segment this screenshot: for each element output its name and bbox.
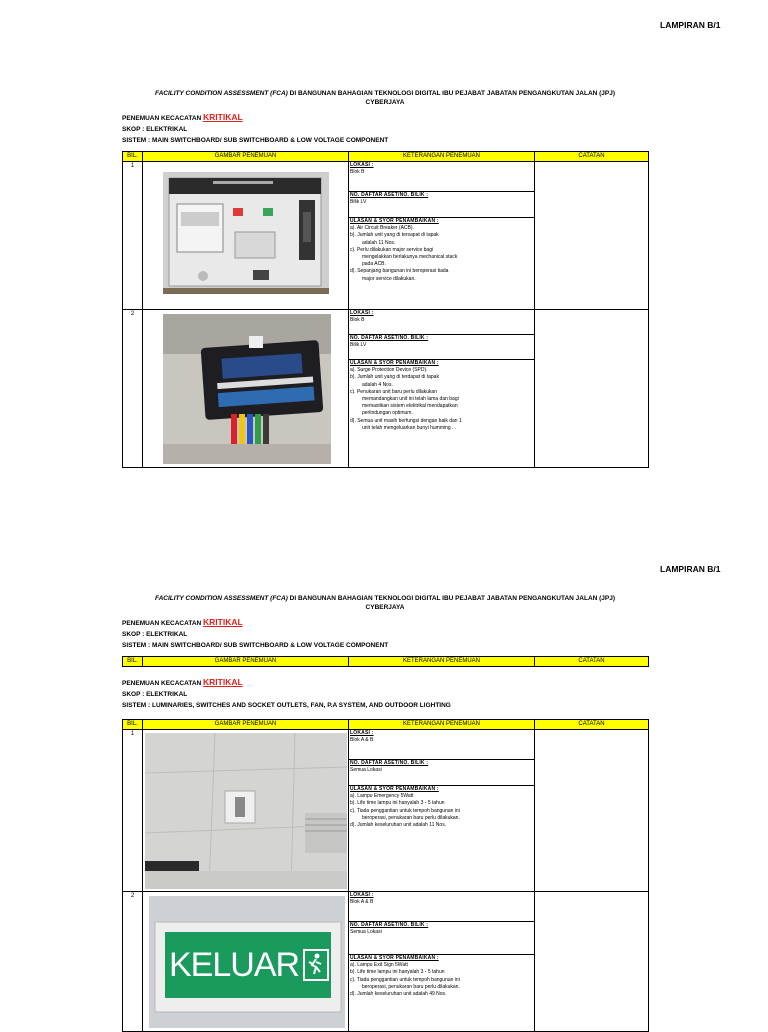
keterangan-cell bbox=[349, 162, 535, 310]
kritikal-badge: KRITIKAL bbox=[203, 677, 243, 687]
title-rest: DI BANGUNAN BAHAGIAN TEKNOLOGI DIGITAL IBU PEJABAT JABATAN PENGANGKUTAN JALAN (JPJ) bbox=[287, 90, 616, 97]
title-italic: FACILITY CONDITION ASSESSMENT (FCA) bbox=[154, 595, 288, 602]
ulasan-line: c). Tiada penggantian untuk tempoh bangunan ini bbox=[350, 976, 460, 983]
spd-photo bbox=[163, 314, 331, 464]
aset-label: NO. DAFTAR ASET/NO. BILIK : bbox=[350, 192, 429, 198]
ulasan-line: b). Jumlah unit yang di terdapat di tapak bbox=[350, 374, 439, 381]
ulasan-line: a). Surge Protection Device (SPD). bbox=[350, 367, 428, 374]
sistem-label: SISTEM : MAIN SWITCHBOARD/ SUB SWITCHBOARD & LOW VOLTAGE COMPONENT bbox=[122, 137, 389, 144]
ulasan-line: a). Lampu Emergency 5Watt bbox=[350, 793, 414, 800]
header-gambar: GAMBAR PENEMUAN bbox=[143, 720, 349, 730]
catatan-cell bbox=[535, 310, 649, 468]
kritikal-badge: KRITIKAL bbox=[203, 617, 243, 627]
meta-block bbox=[122, 112, 388, 146]
lokasi-value: Blok A & B bbox=[350, 899, 374, 906]
ulasan-line: beroperasi, penukaran baru perlu dilakukan. bbox=[362, 814, 460, 821]
ulasan-label: ULASAN & SYOR PENAMBAIKAN : bbox=[350, 218, 439, 224]
row-number: 1 bbox=[123, 730, 143, 892]
lampiran-label: LAMPIRAN B/1 bbox=[660, 564, 721, 574]
findings-table bbox=[122, 151, 649, 468]
catatan-cell bbox=[535, 892, 649, 1032]
ulasan-line: d). Jumlah keseluruhan unit adalah 11 Nos. bbox=[350, 822, 447, 829]
photo-cell bbox=[143, 162, 349, 310]
ulasan-line: a). Lampu Exit Sign 5Watt bbox=[350, 962, 408, 969]
row-number: 1 bbox=[123, 162, 143, 310]
skop-label: SKOP : ELEKTRIKAL bbox=[122, 126, 188, 133]
table-row bbox=[123, 892, 649, 1032]
ulasan-label: ULASAN & SYOR PENAMBAIKAN : bbox=[350, 786, 439, 792]
aset-value: Bilik LV bbox=[350, 199, 367, 206]
ulasan-line: c). Tiada penggantian untuk tempoh bangunan ini bbox=[350, 807, 460, 814]
ulasan-line: d). Semua unit masih berfungsi dengan baik dan 1 bbox=[350, 417, 462, 424]
ulasan-line: mengelakkan berlakunya mechanical stack bbox=[362, 254, 458, 261]
title-italic: FACILITY CONDITION ASSESSMENT (FCA) bbox=[154, 90, 288, 97]
lokasi-value: Blok A & B bbox=[350, 737, 374, 744]
page-title bbox=[120, 89, 650, 107]
ulasan-line: b). Jumlah unit yang di tersapat di tapak bbox=[350, 232, 439, 239]
ulasan-line: b). Life time lampu ini hanyalah 3 - 5 tahun bbox=[350, 800, 445, 807]
header-keterangan: KETERANGAN PENEMUAN bbox=[349, 152, 535, 162]
ulasan-line: c). Penukaran unit baru perlu dilakukan bbox=[350, 388, 437, 395]
meta-block bbox=[122, 617, 388, 651]
title-line2: CYBERJAYA bbox=[365, 604, 405, 611]
row-number: 2 bbox=[123, 310, 143, 468]
table-row bbox=[123, 162, 649, 310]
penemuan-label: PENEMUAN KECACATAN bbox=[122, 115, 204, 122]
header-gambar: GAMBAR PENEMUAN bbox=[143, 152, 349, 162]
lokasi-label: LOKASI : bbox=[350, 162, 374, 168]
ulasan-label: ULASAN & SYOR PENAMBAIKAN : bbox=[350, 955, 439, 961]
title-rest: DI BANGUNAN BAHAGIAN TEKNOLOGI DIGITAL IBU PEJABAT JABATAN PENGANGKUTAN JALAN (JPJ) bbox=[287, 595, 616, 602]
lokasi-label: LOKASI : bbox=[350, 730, 374, 736]
keterangan-cell bbox=[349, 892, 535, 1032]
header-keterangan: KETERANGAN PENEMUAN bbox=[349, 720, 535, 730]
ulasan-line: memastikan sistem elektrikal mendapatkan bbox=[362, 403, 458, 410]
exit-sign-text: KELUAR bbox=[169, 945, 300, 984]
ulasan-line: d). Sepanjang bangunan ini beroperasi tiada bbox=[350, 268, 449, 275]
aset-value: Semua Lokasi bbox=[350, 767, 382, 774]
lampiran-label: LAMPIRAN B/1 bbox=[660, 20, 721, 30]
exit-sign bbox=[169, 940, 329, 990]
table-row bbox=[123, 310, 649, 468]
aset-label: NO. DAFTAR ASET/NO. BILIK : bbox=[350, 335, 429, 341]
kritikal-badge: KRITIKAL bbox=[203, 112, 243, 122]
header-bil: BIL. bbox=[123, 720, 143, 730]
header-bil: BIL. bbox=[123, 657, 143, 667]
lokasi-value: Blok B bbox=[350, 317, 365, 324]
lokasi-label: LOKASI : bbox=[350, 892, 374, 898]
aset-value: Semua Lokasi bbox=[350, 929, 382, 936]
header-catatan: CATATAN bbox=[535, 720, 649, 730]
ulasan-line: adalah 11 Nos. bbox=[362, 239, 396, 246]
header-catatan: CATATAN bbox=[535, 152, 649, 162]
aset-label: NO. DAFTAR ASET/NO. BILIK : bbox=[350, 760, 429, 766]
penemuan-label: PENEMUAN KECACATAN bbox=[122, 620, 204, 627]
header-keterangan: KETERANGAN PENEMUAN bbox=[349, 657, 535, 667]
meta-block-2 bbox=[122, 677, 451, 711]
ulasan-line: major service dilakukan. bbox=[362, 275, 416, 282]
row-number: 2 bbox=[123, 892, 143, 1032]
acb-photo bbox=[163, 172, 329, 294]
page-title bbox=[120, 594, 650, 612]
lokasi-label: LOKASI : bbox=[350, 310, 374, 316]
keterangan-cell bbox=[349, 730, 535, 892]
title-line2: CYBERJAYA bbox=[365, 99, 405, 106]
findings-table bbox=[122, 719, 649, 1032]
ulasan-line: pada ACB. bbox=[362, 261, 386, 268]
ulasan-line: beroperasi, penukaran baru perlu dilakukan. bbox=[362, 983, 460, 990]
ulasan-line: unit telah mengeluarkan bunyi humming . . bbox=[362, 424, 457, 431]
sistem-label: SISTEM : LUMINARIES, SWITCHES AND SOCKET OUTLETS, FAN, P.A SYSTEM, AND OUTDOOR LIGHTING bbox=[122, 702, 451, 709]
catatan-cell bbox=[535, 730, 649, 892]
aset-label: NO. DAFTAR ASET/NO. BILIK : bbox=[350, 922, 429, 928]
photo-cell bbox=[143, 892, 349, 1032]
ulasan-label: ULASAN & SYOR PENAMBAIKAN : bbox=[350, 360, 439, 366]
lokasi-value: Blok B bbox=[350, 169, 365, 176]
header-catatan: CATATAN bbox=[535, 657, 649, 667]
ulasan-line: b). Life time lampu ini hanyalah 3 - 5 tahun bbox=[350, 969, 445, 976]
ulasan-line: memandangkan unit ini telah lama dan bagi bbox=[362, 396, 459, 403]
photo-cell bbox=[143, 310, 349, 468]
ulasan-line: c). Perlu dilakukan major service bagi bbox=[350, 246, 434, 253]
findings-table-header bbox=[122, 656, 649, 667]
ulasan-line: a). Air Circuit Breaker (ACB). bbox=[350, 225, 414, 232]
keterangan-cell bbox=[349, 310, 535, 468]
table-row bbox=[123, 730, 649, 892]
skop-label: SKOP : ELEKTRIKAL bbox=[122, 691, 188, 698]
photo-cell bbox=[143, 730, 349, 892]
header-gambar: GAMBAR PENEMUAN bbox=[143, 657, 349, 667]
aset-value: Bilik LV bbox=[350, 342, 367, 349]
ulasan-line: d). Jumlah keseluruhan unit adalah 49 Nos. bbox=[350, 991, 447, 998]
sistem-label: SISTEM : MAIN SWITCHBOARD/ SUB SWITCHBOARD & LOW VOLTAGE COMPONENT bbox=[122, 642, 389, 649]
emergency-lamp-photo bbox=[145, 733, 347, 889]
catatan-cell bbox=[535, 162, 649, 310]
skop-label: SKOP : ELEKTRIKAL bbox=[122, 631, 188, 638]
header-bil: BIL. bbox=[123, 152, 143, 162]
exit-sign-photo bbox=[149, 896, 345, 1028]
penemuan-label: PENEMUAN KECACATAN bbox=[122, 680, 204, 687]
ulasan-line: adalah 4 Nos. bbox=[362, 381, 393, 388]
running-man-exit-icon bbox=[303, 949, 329, 981]
ulasan-line: perlindungan optimum. bbox=[362, 410, 413, 417]
